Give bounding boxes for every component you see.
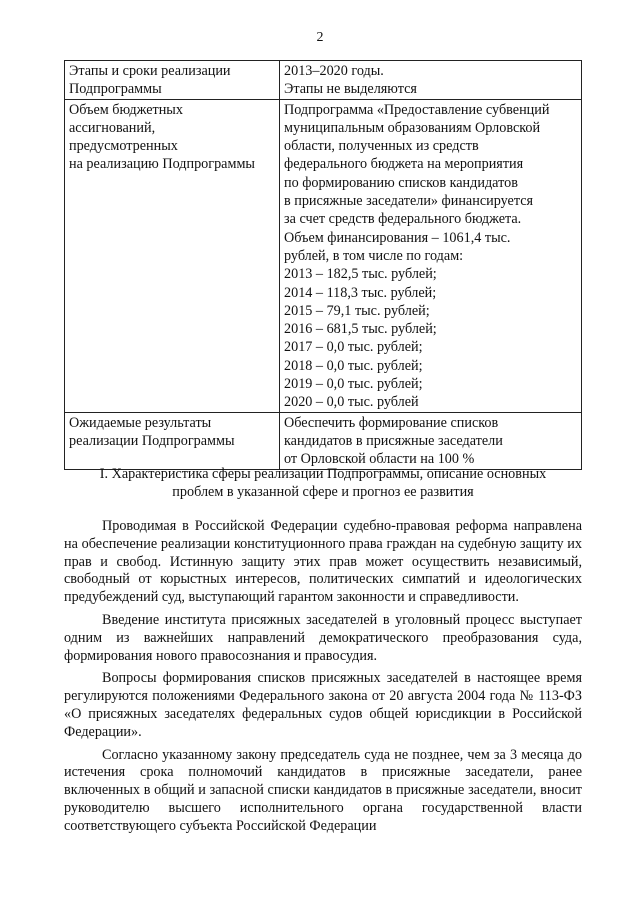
paragraph: Проводимая в Российской Федерации судебно-правовая реформа направлена на обеспечение реализации конституционного права граждан на судебную защиту их прав и свобод. Истинную защиту этих прав может осуществить независимый, свободный от корыстных интересов, политических симпатий и идеологических предубеждений суд, выступающий гарантом законности и справедливости. — [64, 518, 582, 606]
value-line: 2013 – 182,5 тыс. рублей; — [284, 266, 437, 283]
value-line: Обеспечить формирование списков — [284, 414, 499, 431]
label-line: Ожидаемые результаты — [69, 414, 212, 431]
page-number: 2 — [316, 30, 324, 45]
value-line: 2013–2020 годы. — [284, 63, 384, 79]
value-line: федерального бюджета на мероприятия — [284, 156, 524, 173]
table-row — [65, 61, 582, 100]
row-value-results — [280, 412, 582, 469]
subprogram-passport-table — [64, 60, 582, 470]
paragraph: Введение института присяжных заседателей в уголовный процесс выступает одним из важнейших направлений демократического преобразования суда, формирования нового правосознания и правосудия. — [64, 611, 582, 664]
paragraph: Согласно указанному закону председатель суда не позднее, чем за 3 месяца до истечения срока полномочий кандидатов в присяжные заседатели, ранее включенных в общий и запасной списки кандидатов в присяжные заседатели, вносит руководителю высшего исполнительного органа государственной власти соответствующего субъекта Российской Федерации — [64, 746, 582, 834]
value-line: от Орловской области на 100 % — [284, 451, 475, 468]
value-line: 2018 – 0,0 тыс. рублей; — [284, 357, 423, 374]
value-line: Подпрограмма «Предоставление субвенций — [284, 101, 550, 118]
body-text — [64, 518, 582, 836]
label-line: Этапы и сроки реализации — [69, 63, 231, 79]
label-line: реализации Подпрограммы — [69, 432, 235, 449]
value-line: 2016 – 681,5 тыс. рублей; — [284, 321, 437, 338]
label-line: на реализацию Подпрограммы — [69, 156, 255, 173]
value-line: по формированию списков кандидатов — [284, 174, 518, 191]
section-heading-line: I. Характеристика сферы реализации Подпрограммы, описание основных — [99, 466, 547, 482]
label-line: Объем бюджетных — [69, 101, 183, 118]
value-line: 2015 – 79,1 тыс. рублей; — [284, 302, 430, 319]
row-label-results — [65, 412, 280, 469]
value-line: 2014 – 118,3 тыс. рублей; — [284, 284, 437, 301]
value-line: муниципальным образованиям Орловской — [284, 119, 541, 136]
label-line: Подпрограммы — [69, 81, 162, 98]
value-line: области, полученных из средств — [284, 138, 479, 155]
value-line: Объем финансирования – 1061,4 тыс. — [284, 229, 511, 246]
row-label-stages — [65, 61, 280, 100]
row-value-budget — [280, 99, 582, 412]
value-line: в присяжные заседатели» финансируется — [284, 193, 534, 210]
label-line: предусмотренных — [69, 138, 178, 155]
section-heading — [64, 465, 582, 501]
value-line: Этапы не выделяются — [284, 81, 417, 98]
table-row — [65, 99, 582, 412]
value-line: 2019 – 0,0 тыс. рублей; — [284, 376, 423, 393]
label-line: ассигнований, — [69, 119, 156, 136]
value-line: 2020 – 0,0 тыс. рублей — [284, 394, 419, 411]
value-line: за счет средств федерального бюджета. — [284, 211, 522, 228]
table-row — [65, 412, 582, 469]
row-value-stages — [280, 61, 582, 100]
value-line: 2017 – 0,0 тыс. рублей; — [284, 339, 423, 356]
value-line: рублей, в том числе по годам: — [284, 247, 464, 264]
row-label-budget — [65, 99, 280, 412]
paragraph: Вопросы формирования списков присяжных заседателей в настоящее время регулируются положениями Федерального закона от 20 августа 2004 года № 113-ФЗ «О присяжных заседателях федеральных судов общей юрисдикции в Российской Федерации». — [64, 670, 582, 740]
value-line: кандидатов в присяжные заседатели — [284, 432, 503, 449]
section-heading-line: проблем в указанной сфере и прогноз ее развития — [172, 484, 474, 500]
